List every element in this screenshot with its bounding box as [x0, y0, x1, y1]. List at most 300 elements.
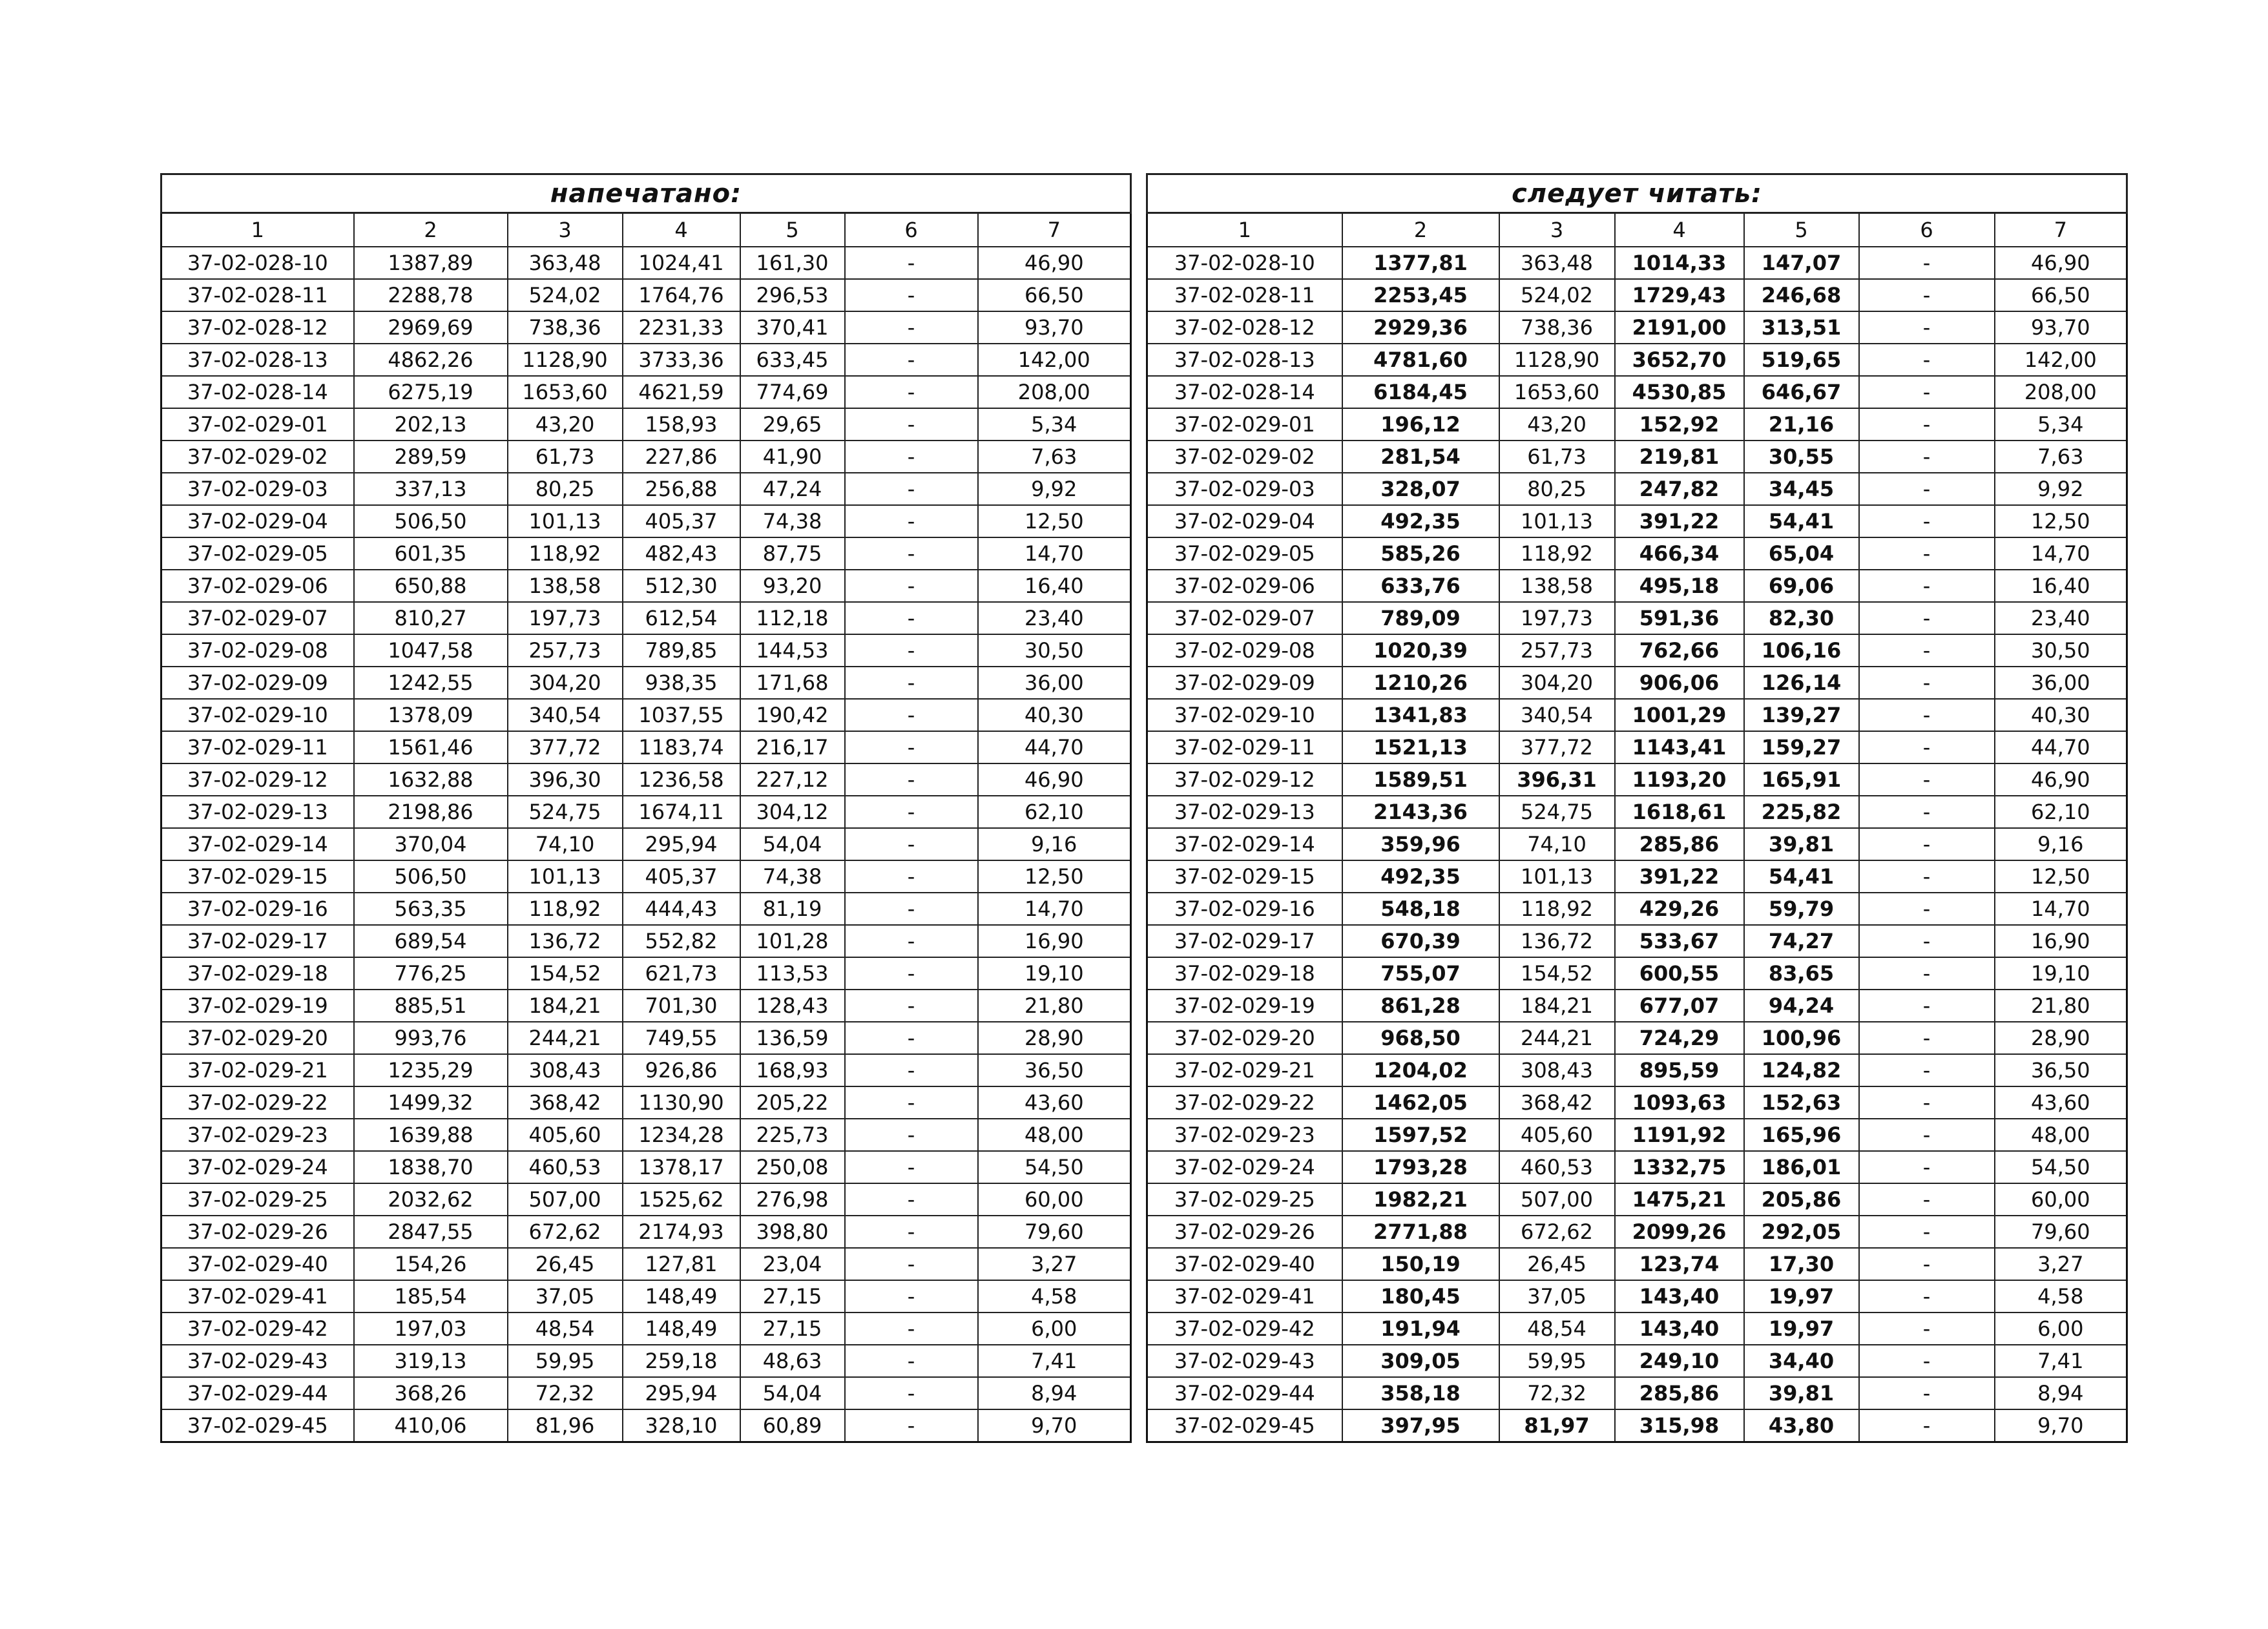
- value-cell: 1499,32: [354, 1086, 508, 1119]
- value-cell: 40,30: [1995, 699, 2127, 731]
- cipher-cell: 37-02-029-20: [1147, 1022, 1342, 1054]
- value-cell: 21,80: [978, 990, 1131, 1022]
- cipher-cell: 37-02-029-03: [1147, 473, 1342, 505]
- cipher-cell: 37-02-029-25: [1147, 1183, 1342, 1216]
- value-cell: -: [845, 1119, 978, 1151]
- cipher-cell: 37-02-029-26: [161, 1216, 354, 1248]
- value-cell: 19,97: [1744, 1313, 1859, 1345]
- value-cell: 1183,74: [623, 731, 740, 763]
- value-cell: 154,26: [354, 1248, 508, 1280]
- value-cell: 1093,63: [1615, 1086, 1744, 1119]
- value-cell: 136,59: [740, 1022, 845, 1054]
- value-cell: 650,88: [354, 570, 508, 602]
- value-cell: 39,81: [1744, 1377, 1859, 1409]
- value-cell: 776,25: [354, 957, 508, 990]
- value-cell: 8,94: [978, 1377, 1131, 1409]
- value-cell: 101,28: [740, 925, 845, 957]
- value-cell: 100,96: [1744, 1022, 1859, 1054]
- value-cell: 101,13: [1499, 860, 1615, 893]
- value-cell: 208,00: [978, 376, 1131, 408]
- value-cell: 1561,46: [354, 731, 508, 763]
- value-cell: 69,06: [1744, 570, 1859, 602]
- value-cell: 524,75: [1499, 796, 1615, 828]
- value-cell: 861,28: [1342, 990, 1499, 1022]
- value-cell: 363,48: [1499, 247, 1615, 279]
- value-cell: -: [845, 957, 978, 990]
- cipher-cell: 37-02-029-17: [1147, 925, 1342, 957]
- cipher-cell: 37-02-029-11: [161, 731, 354, 763]
- value-cell: 368,42: [1499, 1086, 1615, 1119]
- value-cell: 36,50: [978, 1054, 1131, 1086]
- value-cell: 2191,00: [1615, 311, 1744, 344]
- value-cell: 585,26: [1342, 537, 1499, 570]
- printed-table-row: [161, 1086, 1131, 1119]
- value-cell: 906,06: [1615, 667, 1744, 699]
- cipher-cell: 37-02-029-24: [161, 1151, 354, 1183]
- value-cell: 197,73: [1499, 602, 1615, 634]
- corrected-table-row: [1147, 1345, 2127, 1377]
- value-cell: 1674,11: [623, 796, 740, 828]
- value-cell: 191,94: [1342, 1313, 1499, 1345]
- value-cell: 30,50: [1995, 634, 2127, 667]
- value-cell: 54,41: [1744, 860, 1859, 893]
- value-cell: 405,60: [508, 1119, 623, 1151]
- value-cell: 304,20: [1499, 667, 1615, 699]
- value-cell: -: [845, 731, 978, 763]
- value-cell: 54,50: [978, 1151, 1131, 1183]
- cipher-cell: 37-02-029-05: [1147, 537, 1342, 570]
- value-cell: 295,94: [623, 1377, 740, 1409]
- value-cell: -: [845, 1151, 978, 1183]
- cipher-cell: 37-02-029-21: [161, 1054, 354, 1086]
- value-cell: 492,35: [1342, 505, 1499, 537]
- value-cell: 993,76: [354, 1022, 508, 1054]
- value-cell: 309,05: [1342, 1345, 1499, 1377]
- corrected-table-row: [1147, 1119, 2127, 1151]
- value-cell: 197,03: [354, 1313, 508, 1345]
- value-cell: 410,06: [354, 1409, 508, 1442]
- value-cell: 1377,81: [1342, 247, 1499, 279]
- corrected-table-body: [1147, 247, 2127, 1442]
- value-cell: 94,24: [1744, 990, 1859, 1022]
- value-cell: 9,16: [978, 828, 1131, 860]
- cipher-cell: 37-02-029-14: [161, 828, 354, 860]
- value-cell: 159,27: [1744, 731, 1859, 763]
- value-cell: 621,73: [623, 957, 740, 990]
- printed-table-row: [161, 1216, 1131, 1248]
- value-cell: 2929,36: [1342, 311, 1499, 344]
- value-cell: 492,35: [1342, 860, 1499, 893]
- value-cell: 39,81: [1744, 828, 1859, 860]
- value-cell: 48,00: [978, 1119, 1131, 1151]
- column-number: 7: [978, 213, 1131, 247]
- value-cell: -: [1859, 1151, 1995, 1183]
- value-cell: 79,60: [978, 1216, 1131, 1248]
- printed-table-row: [161, 1151, 1131, 1183]
- value-cell: 46,90: [978, 763, 1131, 796]
- value-cell: 138,58: [1499, 570, 1615, 602]
- value-cell: 8,94: [1995, 1377, 2127, 1409]
- value-cell: 1462,05: [1342, 1086, 1499, 1119]
- value-cell: 43,20: [1499, 408, 1615, 441]
- value-cell: 1653,60: [508, 376, 623, 408]
- value-cell: -: [1859, 408, 1995, 441]
- value-cell: 61,73: [1499, 441, 1615, 473]
- value-cell: 1378,17: [623, 1151, 740, 1183]
- value-cell: 54,04: [740, 1377, 845, 1409]
- value-cell: 524,75: [508, 796, 623, 828]
- value-cell: 118,92: [1499, 893, 1615, 925]
- value-cell: 14,70: [978, 893, 1131, 925]
- value-cell: 1639,88: [354, 1119, 508, 1151]
- value-cell: 524,02: [508, 279, 623, 311]
- value-cell: -: [845, 1345, 978, 1377]
- printed-table-body: [161, 247, 1131, 1442]
- cipher-cell: 37-02-029-16: [161, 893, 354, 925]
- cipher-cell: 37-02-029-15: [161, 860, 354, 893]
- value-cell: 3652,70: [1615, 344, 1744, 376]
- value-cell: 208,00: [1995, 376, 2127, 408]
- value-cell: 466,34: [1615, 537, 1744, 570]
- cipher-cell: 37-02-029-03: [161, 473, 354, 505]
- value-cell: 72,32: [508, 1377, 623, 1409]
- cipher-cell: 37-02-029-44: [1147, 1377, 1342, 1409]
- value-cell: 147,07: [1744, 247, 1859, 279]
- value-cell: 16,90: [978, 925, 1131, 957]
- value-cell: 143,40: [1615, 1313, 1744, 1345]
- value-cell: 304,12: [740, 796, 845, 828]
- value-cell: 9,70: [1995, 1409, 2127, 1442]
- value-cell: 16,40: [978, 570, 1131, 602]
- value-cell: 397,95: [1342, 1409, 1499, 1442]
- value-cell: 186,01: [1744, 1151, 1859, 1183]
- printed-table-row: [161, 763, 1131, 796]
- value-cell: 9,70: [978, 1409, 1131, 1442]
- value-cell: 1982,21: [1342, 1183, 1499, 1216]
- value-cell: 646,67: [1744, 376, 1859, 408]
- cipher-cell: 37-02-029-42: [161, 1313, 354, 1345]
- cipher-cell: 37-02-028-13: [161, 344, 354, 376]
- value-cell: -: [1859, 1183, 1995, 1216]
- value-cell: 276,98: [740, 1183, 845, 1216]
- value-cell: 62,10: [978, 796, 1131, 828]
- value-cell: 1020,39: [1342, 634, 1499, 667]
- value-cell: 54,04: [740, 828, 845, 860]
- value-cell: 3,27: [1995, 1248, 2127, 1280]
- corrected-table-row: [1147, 731, 2127, 763]
- corrected-table-row: [1147, 828, 2127, 860]
- value-cell: 81,97: [1499, 1409, 1615, 1442]
- value-cell: -: [1859, 1022, 1995, 1054]
- value-cell: 755,07: [1342, 957, 1499, 990]
- printed-table-row: [161, 247, 1131, 279]
- corrected-table-row: [1147, 893, 2127, 925]
- corrected-table-row: [1147, 1280, 2127, 1313]
- cipher-cell: 37-02-029-43: [161, 1345, 354, 1377]
- cipher-cell: 37-02-029-40: [1147, 1248, 1342, 1280]
- column-number: 5: [1744, 213, 1859, 247]
- cipher-cell: 37-02-029-10: [161, 699, 354, 731]
- value-cell: 6184,45: [1342, 376, 1499, 408]
- value-cell: 9,16: [1995, 828, 2127, 860]
- value-cell: 1204,02: [1342, 1054, 1499, 1086]
- value-cell: 3,27: [978, 1248, 1131, 1280]
- column-number: 3: [508, 213, 623, 247]
- cipher-cell: 37-02-029-04: [1147, 505, 1342, 537]
- value-cell: 1236,58: [623, 763, 740, 796]
- printed-table-row: [161, 1183, 1131, 1216]
- value-cell: -: [1859, 505, 1995, 537]
- corrected-table-row: [1147, 957, 2127, 990]
- value-cell: 672,62: [508, 1216, 623, 1248]
- cipher-cell: 37-02-029-06: [1147, 570, 1342, 602]
- value-cell: 43,60: [1995, 1086, 2127, 1119]
- value-cell: 1341,83: [1342, 699, 1499, 731]
- value-cell: 328,07: [1342, 473, 1499, 505]
- value-cell: 370,41: [740, 311, 845, 344]
- corrected-table-row: [1147, 247, 2127, 279]
- value-cell: 810,27: [354, 602, 508, 634]
- value-cell: 12,50: [1995, 505, 2127, 537]
- value-cell: 227,86: [623, 441, 740, 473]
- value-cell: 285,86: [1615, 1377, 1744, 1409]
- cipher-cell: 37-02-029-41: [161, 1280, 354, 1313]
- printed-table-row: [161, 473, 1131, 505]
- value-cell: -: [1859, 731, 1995, 763]
- value-cell: 600,55: [1615, 957, 1744, 990]
- column-number: 1: [1147, 213, 1342, 247]
- value-cell: 171,68: [740, 667, 845, 699]
- value-cell: -: [1859, 1409, 1995, 1442]
- value-cell: 429,26: [1615, 893, 1744, 925]
- value-cell: -: [1859, 1313, 1995, 1345]
- printed-table-row: [161, 1119, 1131, 1151]
- value-cell: 495,18: [1615, 570, 1744, 602]
- value-cell: 249,10: [1615, 1345, 1744, 1377]
- value-cell: 60,00: [978, 1183, 1131, 1216]
- corrected-table-row: [1147, 1313, 2127, 1345]
- value-cell: 80,25: [508, 473, 623, 505]
- value-cell: -: [845, 925, 978, 957]
- value-cell: 244,21: [508, 1022, 623, 1054]
- column-number: 6: [1859, 213, 1995, 247]
- cipher-cell: 37-02-029-02: [161, 441, 354, 473]
- value-cell: 308,43: [508, 1054, 623, 1086]
- value-cell: 152,63: [1744, 1086, 1859, 1119]
- value-cell: 701,30: [623, 990, 740, 1022]
- printed-column-number-row: [161, 213, 1131, 247]
- cipher-cell: 37-02-029-23: [1147, 1119, 1342, 1151]
- value-cell: 44,70: [1995, 731, 2127, 763]
- cipher-cell: 37-02-029-08: [161, 634, 354, 667]
- value-cell: 148,49: [623, 1280, 740, 1313]
- value-cell: 150,19: [1342, 1248, 1499, 1280]
- corrected-table-row: [1147, 1377, 2127, 1409]
- value-cell: 41,90: [740, 441, 845, 473]
- corrected-table-row: [1147, 1409, 2127, 1442]
- column-number: 4: [1615, 213, 1744, 247]
- value-cell: 1387,89: [354, 247, 508, 279]
- value-cell: 74,38: [740, 505, 845, 537]
- cipher-cell: 37-02-029-45: [1147, 1409, 1342, 1442]
- value-cell: 113,53: [740, 957, 845, 990]
- value-cell: -: [1859, 828, 1995, 860]
- value-cell: 128,43: [740, 990, 845, 1022]
- value-cell: 180,45: [1342, 1280, 1499, 1313]
- value-cell: -: [845, 1313, 978, 1345]
- value-cell: 506,50: [354, 505, 508, 537]
- column-number: 2: [354, 213, 508, 247]
- value-cell: -: [845, 1022, 978, 1054]
- cipher-cell: 37-02-028-14: [1147, 376, 1342, 408]
- value-cell: 670,39: [1342, 925, 1499, 957]
- value-cell: 1001,29: [1615, 699, 1744, 731]
- value-cell: 154,52: [508, 957, 623, 990]
- value-cell: -: [845, 1377, 978, 1409]
- value-cell: -: [845, 1280, 978, 1313]
- printed-table-row: [161, 1054, 1131, 1086]
- value-cell: -: [1859, 473, 1995, 505]
- value-cell: 308,43: [1499, 1054, 1615, 1086]
- value-cell: 168,93: [740, 1054, 845, 1086]
- value-cell: 246,68: [1744, 279, 1859, 311]
- cipher-cell: 37-02-029-08: [1147, 634, 1342, 667]
- value-cell: 1729,43: [1615, 279, 1744, 311]
- value-cell: 37,05: [508, 1280, 623, 1313]
- value-cell: 633,76: [1342, 570, 1499, 602]
- value-cell: 1128,90: [1499, 344, 1615, 376]
- value-cell: 106,16: [1744, 634, 1859, 667]
- value-cell: 28,90: [978, 1022, 1131, 1054]
- cipher-cell: 37-02-029-43: [1147, 1345, 1342, 1377]
- value-cell: 202,13: [354, 408, 508, 441]
- corrected-table-row: [1147, 860, 2127, 893]
- value-cell: -: [845, 667, 978, 699]
- value-cell: -: [1859, 441, 1995, 473]
- value-cell: 54,41: [1744, 505, 1859, 537]
- value-cell: 47,24: [740, 473, 845, 505]
- value-cell: 396,31: [1499, 763, 1615, 796]
- value-cell: 48,54: [508, 1313, 623, 1345]
- value-cell: 14,70: [978, 537, 1131, 570]
- value-cell: -: [845, 1183, 978, 1216]
- value-cell: 48,63: [740, 1345, 845, 1377]
- value-cell: 363,48: [508, 247, 623, 279]
- value-cell: 12,50: [1995, 860, 2127, 893]
- value-cell: -: [1859, 1280, 1995, 1313]
- value-cell: 21,80: [1995, 990, 2127, 1022]
- value-cell: -: [845, 279, 978, 311]
- printed-table-row: [161, 1409, 1131, 1442]
- value-cell: 1525,62: [623, 1183, 740, 1216]
- cipher-cell: 37-02-029-06: [161, 570, 354, 602]
- printed-table-row: [161, 279, 1131, 311]
- value-cell: -: [845, 505, 978, 537]
- value-cell: 1521,13: [1342, 731, 1499, 763]
- value-cell: -: [845, 1248, 978, 1280]
- corrected-table-row: [1147, 667, 2127, 699]
- corrected-table-row: [1147, 344, 2127, 376]
- value-cell: 17,30: [1744, 1248, 1859, 1280]
- value-cell: 16,40: [1995, 570, 2127, 602]
- value-cell: 26,45: [1499, 1248, 1615, 1280]
- value-cell: 196,12: [1342, 408, 1499, 441]
- value-cell: 247,82: [1615, 473, 1744, 505]
- printed-table-row: [161, 634, 1131, 667]
- value-cell: 396,30: [508, 763, 623, 796]
- value-cell: -: [1859, 344, 1995, 376]
- value-cell: 1210,26: [1342, 667, 1499, 699]
- cipher-cell: 37-02-029-05: [161, 537, 354, 570]
- printed-table-row: [161, 925, 1131, 957]
- value-cell: 1242,55: [354, 667, 508, 699]
- corrected-table-row: [1147, 1216, 2127, 1248]
- corrected-table-row: [1147, 408, 2127, 441]
- value-cell: 74,38: [740, 860, 845, 893]
- value-cell: 2198,86: [354, 796, 508, 828]
- value-cell: 281,54: [1342, 441, 1499, 473]
- cipher-cell: 37-02-028-12: [161, 311, 354, 344]
- value-cell: -: [845, 860, 978, 893]
- value-cell: 40,30: [978, 699, 1131, 731]
- cipher-cell: 37-02-029-45: [161, 1409, 354, 1442]
- value-cell: 368,42: [508, 1086, 623, 1119]
- value-cell: -: [1859, 1086, 1995, 1119]
- value-cell: 2231,33: [623, 311, 740, 344]
- value-cell: 184,21: [1499, 990, 1615, 1022]
- value-cell: 5,34: [1995, 408, 2127, 441]
- value-cell: 633,45: [740, 344, 845, 376]
- value-cell: 1037,55: [623, 699, 740, 731]
- value-cell: 368,26: [354, 1377, 508, 1409]
- value-cell: 4,58: [978, 1280, 1131, 1313]
- value-cell: 118,92: [508, 537, 623, 570]
- printed-table-row: [161, 311, 1131, 344]
- value-cell: 296,53: [740, 279, 845, 311]
- value-cell: 43,80: [1744, 1409, 1859, 1442]
- cipher-cell: 37-02-029-12: [161, 763, 354, 796]
- value-cell: 126,14: [1744, 667, 1859, 699]
- printed-table-row: [161, 376, 1131, 408]
- value-cell: 315,98: [1615, 1409, 1744, 1442]
- cipher-cell: 37-02-029-20: [161, 1022, 354, 1054]
- value-cell: 1793,28: [1342, 1151, 1499, 1183]
- value-cell: 328,10: [623, 1409, 740, 1442]
- value-cell: 59,79: [1744, 893, 1859, 925]
- cipher-cell: 37-02-029-09: [1147, 667, 1342, 699]
- value-cell: 1193,20: [1615, 763, 1744, 796]
- value-cell: 6,00: [978, 1313, 1131, 1345]
- value-cell: 9,92: [978, 473, 1131, 505]
- value-cell: -: [1859, 537, 1995, 570]
- cipher-cell: 37-02-028-11: [1147, 279, 1342, 311]
- value-cell: 4621,59: [623, 376, 740, 408]
- value-cell: 1618,61: [1615, 796, 1744, 828]
- value-cell: 762,66: [1615, 634, 1744, 667]
- value-cell: 29,65: [740, 408, 845, 441]
- value-cell: 59,95: [508, 1345, 623, 1377]
- corrected-table-row: [1147, 1086, 2127, 1119]
- cipher-cell: 37-02-028-12: [1147, 311, 1342, 344]
- printed-table-row: [161, 1377, 1131, 1409]
- value-cell: 27,15: [740, 1280, 845, 1313]
- corrected-table-row: [1147, 537, 2127, 570]
- value-cell: 54,50: [1995, 1151, 2127, 1183]
- value-cell: 118,92: [1499, 537, 1615, 570]
- value-cell: 12,50: [978, 505, 1131, 537]
- value-cell: 377,72: [508, 731, 623, 763]
- value-cell: 519,65: [1744, 344, 1859, 376]
